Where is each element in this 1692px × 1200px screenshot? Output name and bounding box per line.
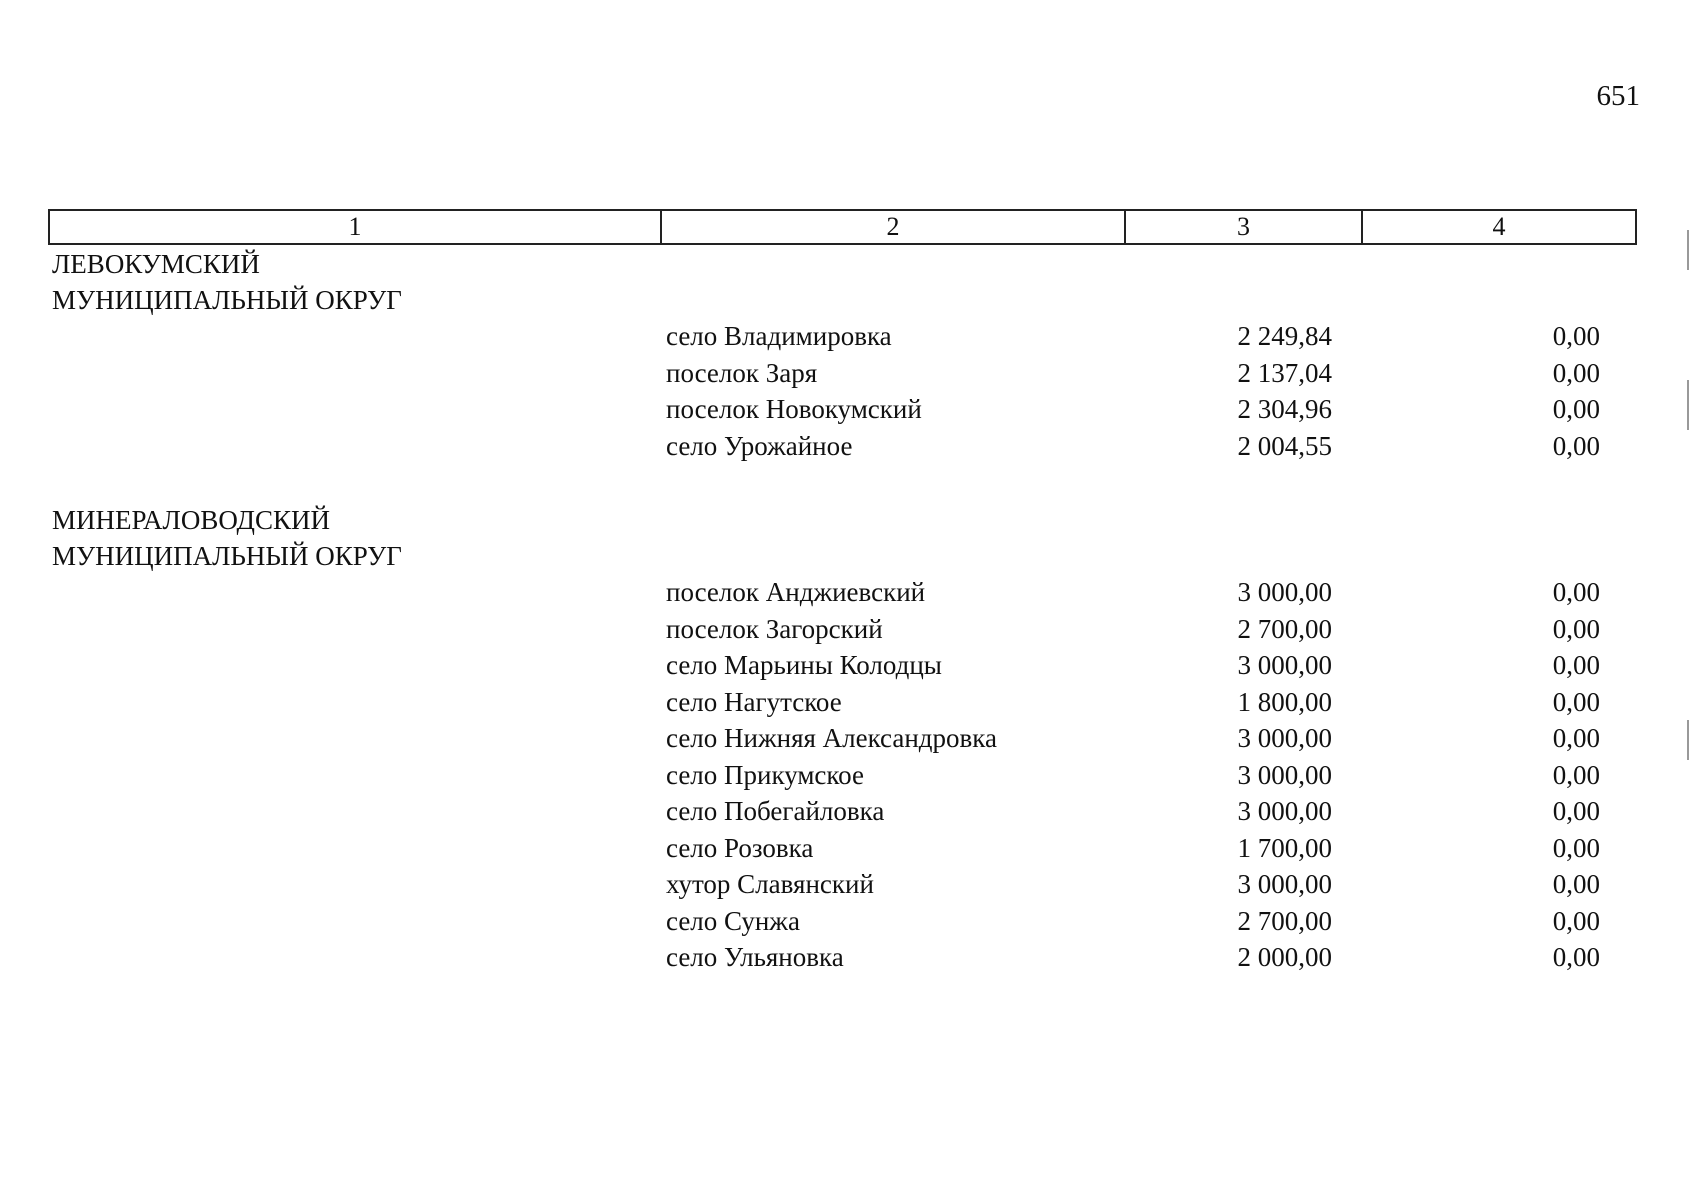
- value-col4: 0,00: [1552, 905, 1600, 936]
- scan-artifact: [1687, 230, 1689, 270]
- section-levokumsky: [52, 246, 1637, 464]
- value-col3: 1 800,00: [1237, 686, 1332, 717]
- value-col3: 2 304,96: [1237, 394, 1332, 424]
- value-col4: 0,00: [1552, 723, 1600, 753]
- value-col3: 3 000,00: [1237, 650, 1332, 680]
- header-cell-4: 4: [1492, 212, 1506, 241]
- value-col3: 2 004,55: [1237, 430, 1332, 461]
- table-row: [52, 574, 1637, 611]
- header-cell-2: 2: [662, 211, 1126, 243]
- table-row: [52, 757, 1637, 794]
- settlement-name: село Нижняя Александровка: [666, 723, 997, 753]
- value-col3: 2 137,04: [1237, 357, 1332, 388]
- table-row: [52, 684, 1637, 721]
- value-col3: 3 000,00: [1237, 723, 1332, 753]
- settlement-name: поселок Новокумский: [666, 394, 922, 424]
- table-header: [48, 209, 1637, 245]
- table-row: [52, 793, 1637, 830]
- settlement-name: село Нагутское: [666, 686, 842, 717]
- value-col4: 0,00: [1552, 796, 1600, 826]
- scan-artifact: [1687, 720, 1689, 760]
- table-row: [52, 830, 1637, 867]
- table-row: [52, 611, 1637, 648]
- value-col3: 2 700,00: [1237, 905, 1332, 936]
- section-title-line: ЛЕВОКУМСКИЙ: [52, 249, 260, 279]
- value-col3: 2 000,00: [1237, 942, 1332, 972]
- table-row: [52, 720, 1637, 757]
- value-col3: 2 249,84: [1237, 321, 1332, 351]
- settlement-name: село Прикумское: [666, 759, 864, 790]
- section-title-line: МИНЕРАЛОВОДСКИЙ: [52, 505, 330, 535]
- value-col4: 0,00: [1552, 394, 1600, 424]
- section-rows: [52, 318, 1637, 464]
- section-mineralovodsky: [52, 502, 1637, 976]
- settlement-name: село Владимировка: [666, 321, 892, 351]
- section-title-line: МУНИЦИПАЛЬНЫЙ ОКРУГ: [52, 541, 402, 571]
- settlement-name: хутор Славянский: [666, 869, 874, 899]
- table-row: [52, 428, 1637, 465]
- value-col4: 0,00: [1552, 759, 1600, 790]
- value-col3: 3 000,00: [1237, 869, 1332, 899]
- settlement-name: село Розовка: [666, 832, 814, 863]
- section-title-line: МУНИЦИПАЛЬНЫЙ ОКРУГ: [52, 285, 402, 315]
- settlement-name: село Марьины Колодцы: [666, 650, 942, 680]
- page-number: 651: [1596, 80, 1640, 112]
- settlement-name: село Ульяновка: [666, 942, 844, 972]
- value-col4: 0,00: [1552, 321, 1600, 351]
- value-col4: 0,00: [1552, 650, 1600, 680]
- settlement-name: село Побегайловка: [666, 796, 885, 826]
- value-col4: 0,00: [1552, 357, 1600, 388]
- table-row: [52, 391, 1637, 428]
- scan-artifact: [1687, 380, 1689, 430]
- value-col4: 0,00: [1552, 942, 1600, 972]
- section-title: [52, 502, 612, 574]
- value-col4: 0,00: [1552, 577, 1600, 607]
- header-cell-1: 1: [50, 211, 662, 243]
- settlement-name: поселок Заря: [666, 357, 818, 388]
- settlement-name: поселок Анджиевский: [666, 577, 926, 607]
- value-col4: 0,00: [1552, 686, 1600, 717]
- value-col3: 3 000,00: [1237, 577, 1332, 607]
- table-row: [52, 647, 1637, 684]
- value-col3: 3 000,00: [1237, 796, 1332, 826]
- table-row: [52, 318, 1637, 355]
- value-col3: 1 700,00: [1237, 832, 1332, 863]
- table-row: [52, 866, 1637, 903]
- value-col4: 0,00: [1552, 832, 1600, 863]
- settlement-name: село Урожайное: [666, 430, 853, 461]
- value-col3: 2 700,00: [1237, 613, 1332, 644]
- table-row: [52, 939, 1637, 976]
- value-col3: 3 000,00: [1237, 759, 1332, 790]
- settlement-name: село Сунжа: [666, 905, 800, 936]
- table-row: [52, 903, 1637, 940]
- value-col4: 0,00: [1552, 430, 1600, 461]
- value-col4: 0,00: [1552, 613, 1600, 644]
- table-row: [52, 355, 1637, 392]
- value-col4: 0,00: [1552, 869, 1600, 899]
- settlement-name: поселок Загорский: [666, 613, 883, 644]
- header-cell-3: 3: [1126, 211, 1363, 243]
- section-rows: [52, 574, 1637, 976]
- section-title: [52, 246, 612, 318]
